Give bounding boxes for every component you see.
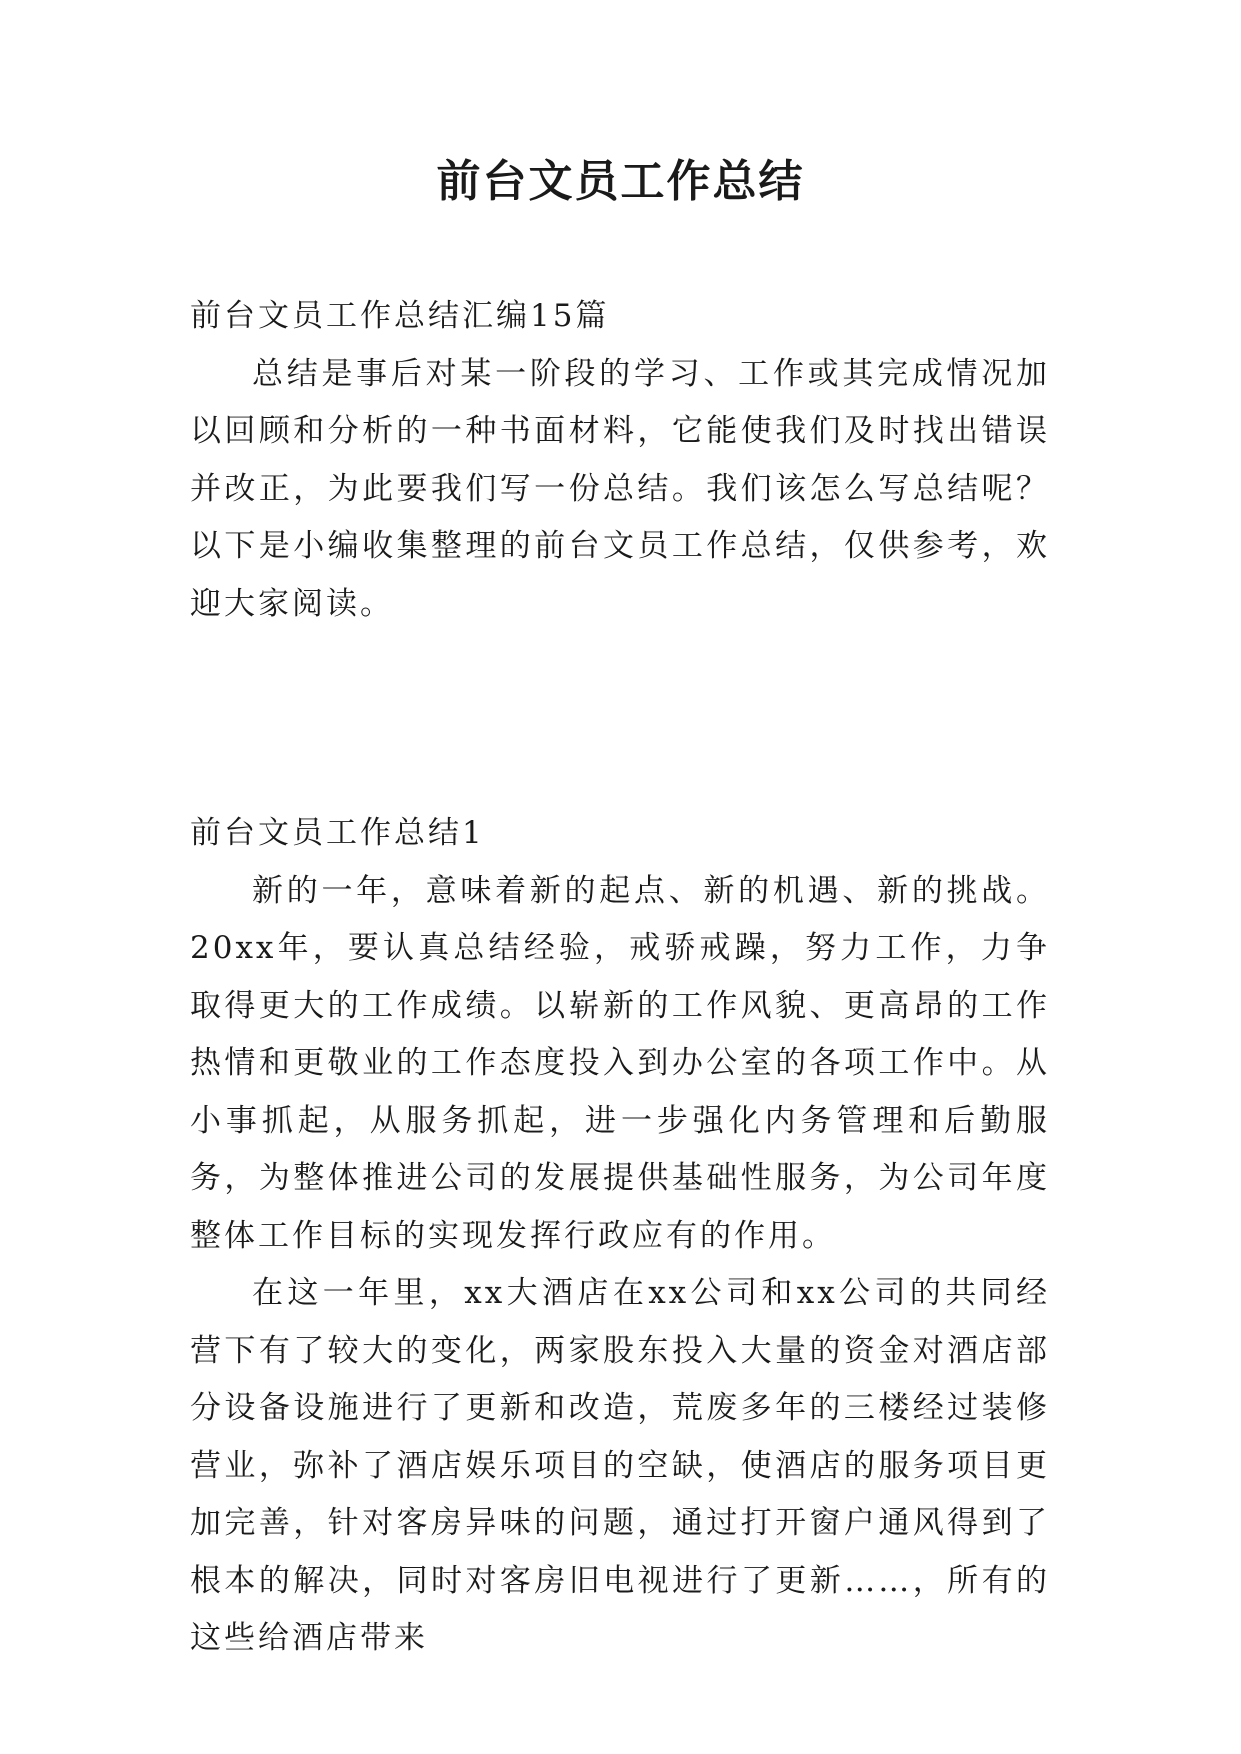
document-title: 前台文员工作总结 bbox=[436, 156, 805, 207]
intro-paragraph: 总结是事后对某一阶段的学习、工作或其完成情况加以回顾和分析的一种书面材料，它能使我们及时找出错误并改正，为此要我们写一份总结。我们该怎么写总结呢？以下是小编收集整理的前台文员工作总结，仅供参考，欢迎大家阅读。 bbox=[190, 355, 1050, 622]
body-paragraph: 在这一年里，xx大酒店在xx公司和xx公司的共同经营下有了较大的变化，两家股东投入大量的资金对酒店部分设备设施进行了更新和改造，荒废多年的三楼经过装修营业，弥补了酒店娱乐项目的空缺，使酒店的服务项目更加完善，针对客房异味的问题，通过打开窗户通风得到了根本的解决，同时对客房旧电视进行了更新……，所有的这些给酒店带来 bbox=[190, 1275, 1050, 1656]
section-heading: 前台文员工作总结1 bbox=[190, 815, 485, 851]
section-gap bbox=[190, 633, 1050, 805]
body-paragraph: 新的一年，意味着新的起点、新的机遇、新的挑战。20xx年，要认真总结经验，戒骄戒躁，努力工作，力争取得更大的工作成绩。以崭新的工作风貌、更高昂的工作热情和更敬业的工作态度投入到办公室的各项工作中。从小事抓起，从服务抓起，进一步强化内务管理和后勤服务，为整体推进公司的发展提供基础性服务，为公司年度整体工作目标的实现发挥行政应有的作用。 bbox=[190, 872, 1050, 1254]
document-body bbox=[190, 288, 1050, 1668]
document-subtitle: 前台文员工作总结汇编15篇 bbox=[190, 298, 610, 334]
